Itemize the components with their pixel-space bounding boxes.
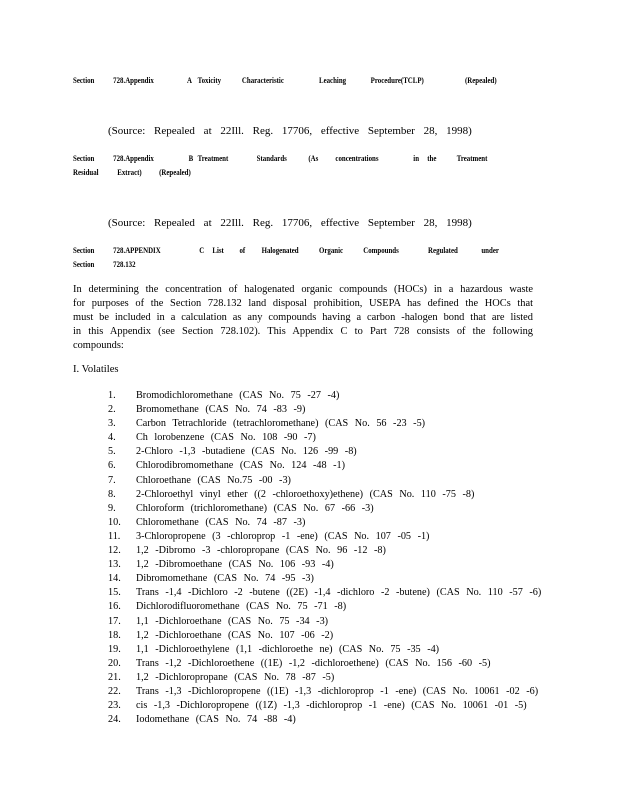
heading-word: List xyxy=(212,246,224,255)
list-item-number: 5. xyxy=(108,446,116,458)
heading-appendix-number: 728.Appendix xyxy=(113,154,154,163)
heading-word: (As xyxy=(308,154,319,163)
heading-appendix-letter: B xyxy=(188,154,194,163)
heading-section-label: Section xyxy=(73,246,95,255)
appendix-b-heading xyxy=(73,154,565,182)
list-item-number: 7. xyxy=(108,474,116,486)
list-item-number: 15. xyxy=(108,587,121,599)
heading-word: in xyxy=(413,154,420,163)
heading-word: the xyxy=(427,154,437,163)
list-item-number: 4. xyxy=(108,432,116,444)
list-item-number: 21. xyxy=(108,671,121,683)
list-item-text: Iodomethane (CAS No. 74 -88 -4) xyxy=(136,714,296,726)
list-item-number: 1. xyxy=(108,390,116,401)
list-item-number: 13. xyxy=(108,559,121,571)
appendix-a-heading xyxy=(73,76,565,88)
appendix-c-heading xyxy=(73,246,565,274)
list-item-text: Carbon Tetrachloride (tetrachloromethane) (CAS No. 56 -23 -5) xyxy=(136,418,426,430)
list-item-text: Bromodichloromethane (CAS No. 75 -27 -4) xyxy=(136,390,340,401)
list-item-number: 17. xyxy=(108,615,121,627)
list-item-text: 1,2 -Dibromoethane (CAS No. 106 -93 -4) xyxy=(136,559,334,571)
heading-word: Procedure(TCLP) xyxy=(370,76,424,85)
heading-appendix-number: 728.Appendix xyxy=(113,76,154,85)
heading-word: Characteristic xyxy=(241,76,284,85)
heading-word: under xyxy=(481,246,499,255)
heading-word: Compounds xyxy=(363,246,399,255)
intro-paragraph: In determining the concentration of halogenated organic compounds (HOCs) in a hazardous waste for purposes of the Section 728.132 land disposal prohibition, USEPA has defined the HOCs that must be included in a calculation as any compounds having a carbon -halogen bond that are listed in this Appendix (see Section 728.102). This Appendix C to Part 728 consists of the following compounds: xyxy=(73,284,533,351)
list-item-number: 23. xyxy=(108,700,121,712)
heading-word: Halogenated xyxy=(261,246,299,255)
heading-word: Toxicity xyxy=(197,76,222,85)
list-item-number: 22. xyxy=(108,685,121,697)
list-item-text: 1,2 -Dibromo -3 -chloropropane (CAS No. 96 -12 -8) xyxy=(136,545,386,557)
list-item-text: Trans -1,3 -Dichloropropene ((1E) -1,3 -dichloroprop -1 -ene) (CAS No. 10061 -02 -6) xyxy=(136,685,539,697)
list-item-number: 24. xyxy=(108,714,121,726)
list-item-text: Chloroform (trichloromethane) (CAS No. 67 -66 -3) xyxy=(136,502,374,514)
list-item-number: 8. xyxy=(108,488,116,500)
list-item-number: 18. xyxy=(108,629,121,641)
list-item-text: Bromomethane (CAS No. 74 -83 -9) xyxy=(136,404,306,416)
heading-word: Section xyxy=(73,260,95,269)
heading-word: Treatment xyxy=(197,154,229,163)
list-item-text: 2-Chloro -1,3 -butadiene (CAS No. 126 -99 -8) xyxy=(136,446,357,458)
section-title: I. Volatiles xyxy=(73,364,119,375)
list-item-number: 20. xyxy=(108,657,121,669)
list-item-text: Dichlorodifluoromethane (CAS No. 75 -71 -8) xyxy=(136,601,347,613)
list-item-text: Chloroethane (CAS No.75 -00 -3) xyxy=(136,474,291,486)
list-item-text: Chloromethane (CAS No. 74 -87 -3) xyxy=(136,516,306,528)
list-item-text: Ch lorobenzene (CAS No. 108 -90 -7) xyxy=(136,432,316,444)
heading-word: Leaching xyxy=(319,76,347,85)
list-item-number: 3. xyxy=(108,418,116,430)
list-item-number: 11. xyxy=(108,530,121,542)
heading-word: Residual xyxy=(73,168,99,177)
list-item-text: Trans -1,4 -Dichloro -2 -butene ((2E) -1,4 -dichloro -2 -butene) (CAS No. 110 -57 -6) xyxy=(136,587,542,599)
list-item-text: 1,1 -Dichloroethylene (1,1 -dichloroethe ne) (CAS No. 75 -35 -4) xyxy=(136,643,440,655)
list-item-number: 19. xyxy=(108,643,121,655)
list-item-text: Dibromomethane (CAS No. 74 -95 -3) xyxy=(136,573,314,585)
list-item-text: 1,2 -Dichloropropane (CAS No. 78 -87 -5) xyxy=(136,671,335,683)
heading-appendix-letter: C xyxy=(199,246,205,255)
list-item-text: 1,1 -Dichloroethane (CAS No. 75 -34 -3) xyxy=(136,615,329,627)
list-item-number: 9. xyxy=(108,502,116,514)
heading-word: Treatment xyxy=(456,154,488,163)
list-item-number: 16. xyxy=(108,601,121,613)
list-item-text: Trans -1,2 -Dichloroethene ((1E) -1,2 -dichloroethene) (CAS No. 156 -60 -5) xyxy=(136,657,491,669)
source-note-1: (Source: Repealed at 22Ill. Reg. 17706, effective September 28, 1998) xyxy=(108,125,472,137)
heading-word: 728.132 xyxy=(113,260,136,269)
heading-section-label: Section xyxy=(73,76,95,85)
source-note-2: (Source: Repealed at 22Ill. Reg. 17706, effective September 28, 1998) xyxy=(108,217,472,229)
list-item-text: cis -1,3 -Dichloropropene ((1Z) -1,3 -dichloroprop -1 -ene) (CAS No. 10061 -01 -5) xyxy=(136,700,527,712)
list-item-number: 12. xyxy=(108,545,121,557)
heading-appendix-number: 728.APPENDIX xyxy=(113,246,161,255)
list-item-number: 6. xyxy=(108,460,116,472)
heading-word: Extract) xyxy=(117,168,142,177)
list-item-text: Chlorodibromomethane (CAS No. 124 -48 -1) xyxy=(136,460,346,472)
heading-word: of xyxy=(239,246,246,255)
heading-section-label: Section xyxy=(73,154,95,163)
list-item-number: 14. xyxy=(108,573,121,585)
list-item-text: 2-Chloroethyl vinyl ether ((2 -chloroethoxy)ethene) (CAS No. 110 -75 -8) xyxy=(136,488,475,500)
heading-appendix-letter: A xyxy=(186,76,192,85)
heading-word: Regulated xyxy=(428,246,458,255)
list-item-number: 2. xyxy=(108,404,116,416)
list-item-number: 10. xyxy=(108,516,121,528)
list-item-text: 1,2 -Dichloroethane (CAS No. 107 -06 -2) xyxy=(136,629,334,641)
heading-word: Standards xyxy=(256,154,287,163)
heading-word: concentrations xyxy=(335,154,379,163)
heading-status: (Repealed) xyxy=(159,168,191,177)
list-item-text: 3-Chloropropene (3 -chloroprop -1 -ene) (CAS No. 107 -05 -1) xyxy=(136,530,430,542)
heading-word: Organic xyxy=(319,246,344,255)
heading-status: (Repealed) xyxy=(464,76,497,85)
